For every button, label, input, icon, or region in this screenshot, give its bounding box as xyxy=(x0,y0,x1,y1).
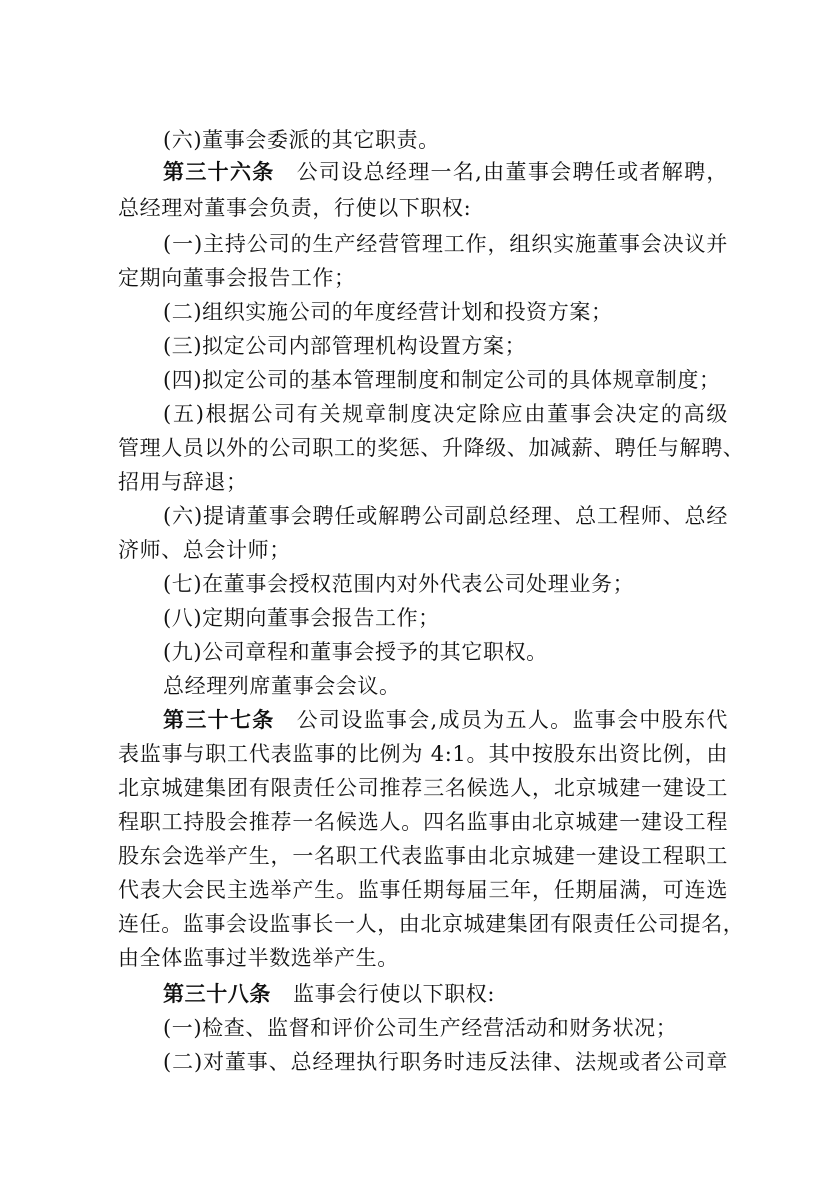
text-line: 连任。监事会设监事长一人，由北京城建集团有限责任公司提名， xyxy=(118,912,745,936)
text-line: (三)拟定公司内部管理机构设置方案； xyxy=(163,334,527,358)
text-line: (六)提请董事会聘任或解聘公司副总经理、总工程师、总经 xyxy=(163,504,728,528)
text-line: (六)董事会委派的其它职责。 xyxy=(163,128,440,152)
text-line: (二)对董事、总经理执行职务时违反法律、法规或者公司章 xyxy=(163,1050,728,1074)
article-38-line: 第三十八条 监事会行使以下职权: xyxy=(163,981,496,1006)
article-heading: 第三十七条 xyxy=(163,707,275,732)
text-line: (一)检查、监督和评价公司生产经营活动和财务状况； xyxy=(163,1016,678,1040)
text-line: 程职工持股会推荐一名候选人。四名监事由北京城建一建设工程 xyxy=(118,810,728,834)
article-heading: 第三十八条 xyxy=(163,981,271,1006)
article-heading: 第三十六条 xyxy=(163,159,275,184)
text-line: 管理人员以外的公司职工的奖惩、升降级、加减薪、聘任与解聘、 xyxy=(118,436,745,460)
text-line: (八)定期向董事会报告工作； xyxy=(163,606,440,630)
text-line: 总经理列席董事会会议。 xyxy=(163,674,401,698)
text-line: 由全体监事过半数选举产生。 xyxy=(118,946,399,970)
article-36-line: 第三十六条 公司设总经理一名,由董事会聘任或者解聘， xyxy=(163,159,728,184)
text-line: 代表大会民主选举产生。监事任期每届三年，任期届满，可连选 xyxy=(118,878,728,902)
text-line: (一)主持公司的生产经营管理工作，组织实施董事会决议并 xyxy=(163,232,728,256)
text-line: 招用与辞退； xyxy=(118,470,248,494)
text-line: 表监事与职工代表监事的比例为 4:1。其中按股东出资比例，由 xyxy=(118,742,728,766)
text-line: 股东会选举产生，一名职工代表监事由北京城建一建设工程职工 xyxy=(118,844,728,868)
text-line: (四)拟定公司的基本管理制度和制定公司的具体规章制度； xyxy=(163,368,721,392)
text-line: 定期向董事会报告工作； xyxy=(118,266,356,290)
text-line: 总经理对董事会负责，行使以下职权: xyxy=(118,196,472,220)
text-line: (九)公司章程和董事会授予的其它职权。 xyxy=(163,640,548,664)
text-line: 北京城建集团有限责任公司推荐三名候选人，北京城建一建设工 xyxy=(118,776,728,800)
text-line: 济师、总会计师； xyxy=(118,538,291,562)
text-line: (七)在董事会授权范围内对外代表公司处理业务； xyxy=(163,572,635,596)
text-line: (五)根据公司有关规章制度决定除应由董事会决定的高级 xyxy=(163,402,728,426)
article-37-line: 第三十七条 公司设监事会,成员为五人。监事会中股东代 xyxy=(163,707,728,732)
text-line: (二)组织实施公司的年度经营计划和投资方案； xyxy=(163,300,613,324)
